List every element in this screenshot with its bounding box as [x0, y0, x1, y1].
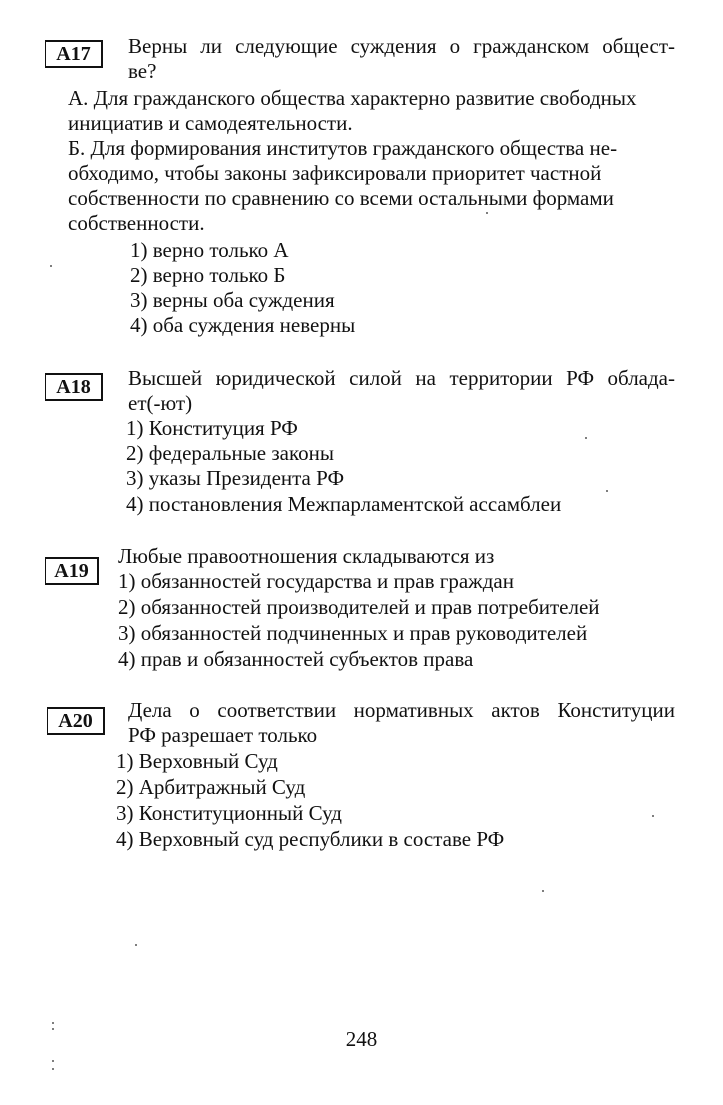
- answer-option: 1) Конституция РФ: [126, 416, 298, 440]
- question-stem-line: Дела о соответствии нормативных актов Конституции: [128, 698, 675, 722]
- scan-speck: [606, 490, 608, 492]
- question-number-box: A18: [45, 373, 103, 401]
- question-stem-line: Высшей юридической силой на территории РФ облада-: [128, 366, 675, 390]
- answer-option: 4) постановления Межпарламентской ассамблеи: [126, 492, 562, 516]
- scan-speck: [52, 1068, 54, 1070]
- answer-option: 1) Верховный Суд: [116, 749, 278, 773]
- scan-speck: [52, 1028, 54, 1030]
- scan-speck: [52, 1060, 54, 1062]
- scan-speck: [486, 212, 488, 214]
- statement-line: Б. Для формирования институтов гражданского общества не-: [68, 136, 618, 160]
- scan-speck: [135, 944, 137, 946]
- question-number-box: A19: [45, 557, 99, 585]
- answer-option: 1) обязанностей государства и прав граждан: [118, 569, 514, 593]
- statement-line: инициатив и самодеятельности.: [68, 111, 353, 135]
- statement-line: обходимо, чтобы законы зафиксировали приоритет частной: [68, 161, 602, 185]
- scan-speck: [542, 890, 544, 892]
- question-stem-line: ве?: [128, 59, 157, 83]
- statement-line: собственности по сравнению со всеми остальными формами: [68, 186, 614, 210]
- statement-line: собственности.: [68, 211, 205, 235]
- question-number-box: A20: [47, 707, 105, 735]
- answer-option: 2) Арбитражный Суд: [116, 775, 306, 799]
- answer-option: 3) верны оба суждения: [130, 288, 335, 312]
- question-stem-line: Любые правоотношения складываются из: [118, 544, 495, 568]
- scan-speck: [52, 1022, 54, 1024]
- answer-option: 3) Конституционный Суд: [116, 801, 342, 825]
- answer-option: 4) оба суждения неверны: [130, 313, 356, 337]
- answer-option: 3) указы Президента РФ: [126, 466, 345, 490]
- question-stem-line: ет(-ют): [128, 391, 193, 415]
- page-number: 248: [345, 1027, 378, 1051]
- answer-option: 2) федеральные законы: [126, 441, 334, 465]
- statement-line: А. Для гражданского общества характерно развитие свободных: [68, 86, 637, 110]
- answer-option: 4) Верховный суд республики в составе РФ: [116, 827, 505, 851]
- scan-speck: [652, 815, 654, 817]
- scan-speck: [585, 437, 587, 439]
- answer-option: 3) обязанностей подчиненных и прав руководителей: [118, 621, 588, 645]
- scan-speck: [50, 265, 52, 267]
- question-stem-line: Верны ли следующие суждения о гражданском общест-: [128, 34, 675, 58]
- question-stem-line: РФ разрешает только: [128, 723, 318, 747]
- question-number-box: A17: [45, 40, 103, 68]
- answer-option: 2) верно только Б: [130, 263, 286, 287]
- answer-option: 2) обязанностей производителей и прав потребителей: [118, 595, 600, 619]
- answer-option: 4) прав и обязанностей субъектов права: [118, 647, 474, 671]
- answer-option: 1) верно только А: [130, 238, 289, 262]
